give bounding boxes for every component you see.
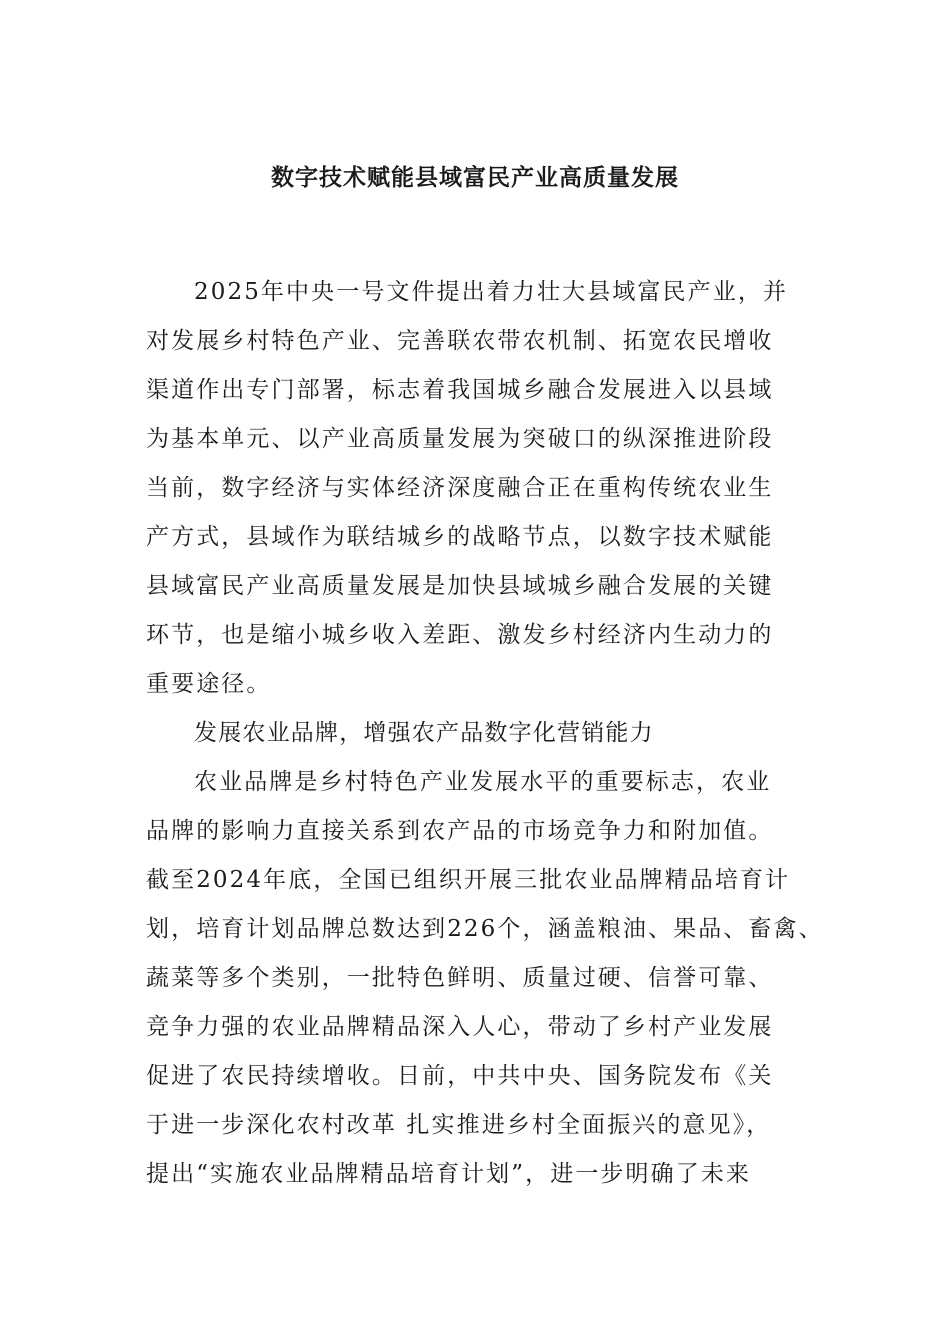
paragraph-line: 品牌的影响力直接关系到农产品的市场竞争力和附加值。 — [146, 818, 774, 844]
paragraph-line: 划，培育计划品牌总数达到226个，涵盖粮油、果品、畜禽、 — [146, 916, 824, 942]
document-title: 数字技术赋能县域富民产业高质量发展 — [271, 164, 679, 191]
paragraph-line: 渠道作出专门部署，标志着我国城乡融合发展进入以县域 — [146, 377, 774, 403]
paragraph-line: 县域富民产业高质量发展是加快县域城乡融合发展的关键 — [146, 573, 774, 599]
paragraph-line: 提出“实施农业品牌精品培育计划”，进一步明确了未来 — [146, 1161, 752, 1187]
paragraph-line: 促进了农民持续增收。日前，中共中央、国务院发布《关 — [146, 1063, 774, 1089]
paragraph-line: 环节，也是缩小城乡收入差距、激发乡村经济内生动力的 — [146, 622, 774, 648]
paragraph-line: 蔬菜等多个类别，一批特色鲜明、质量过硬、信誉可靠、 — [146, 965, 774, 991]
paragraph-line: 2025年中央一号文件提出着力壮大县域富民产业，并 — [194, 279, 789, 305]
paragraph-line: 竞争力强的农业品牌精品深入人心，带动了乡村产业发展 — [146, 1014, 774, 1040]
paragraph-line: 为基本单元、以产业高质量发展为突破口的纵深推进阶段 — [146, 426, 774, 452]
paragraph-line: 农业品牌是乡村特色产业发展水平的重要标志，农业 — [194, 769, 772, 795]
document-body — [146, 268, 826, 1199]
paragraph-line: 重要途径。 — [146, 671, 272, 697]
paragraph-line: 产方式，县域作为联结城乡的战略节点，以数字技术赋能 — [146, 524, 774, 550]
paragraph-line: 对发展乡村特色产业、完善联农带农机制、拓宽农民增收 — [146, 328, 774, 354]
paragraph-line: 于进一步深化农村改革 扎实推进乡村全面振兴的意见》， — [146, 1112, 772, 1138]
section-heading: 发展农业品牌，增强农产品数字化营销能力 — [194, 720, 654, 746]
paragraph-line: 当前，数字经济与实体经济深度融合正在重构传统农业生 — [146, 475, 774, 501]
paragraph-line: 截至2024年底，全国已组织开展三批农业品牌精品培育计 — [146, 867, 791, 893]
